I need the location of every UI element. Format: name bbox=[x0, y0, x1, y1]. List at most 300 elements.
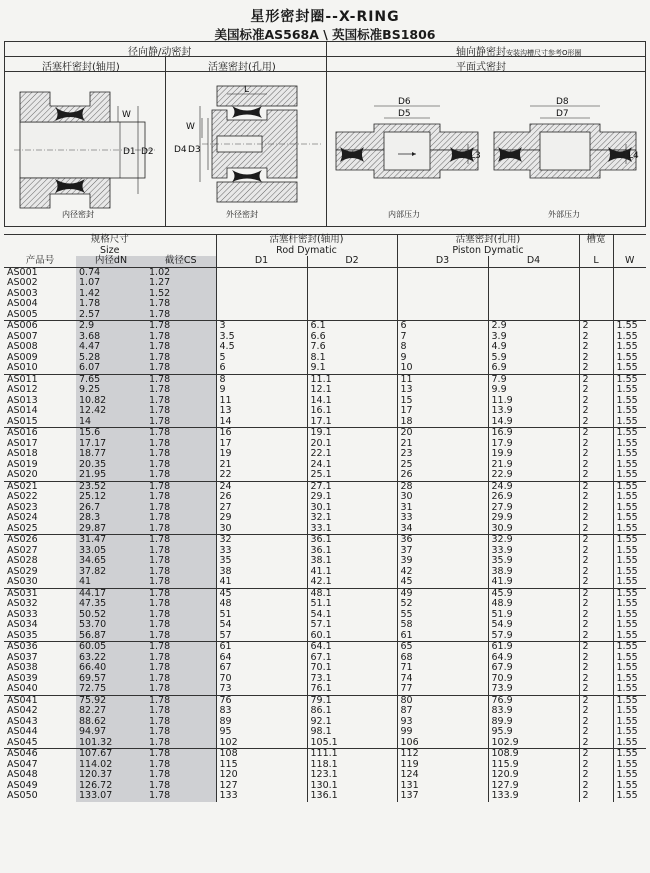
page-title: 星形密封圈--X-RING bbox=[250, 9, 400, 25]
table-row bbox=[4, 299, 646, 310]
cell-d2: 42.1 bbox=[307, 577, 397, 588]
cell-id: 9.25 bbox=[76, 385, 146, 396]
col-header-cs: 截径CS bbox=[146, 256, 216, 267]
cell-code: AS002 bbox=[7, 277, 38, 288]
cell-w: 1.55 bbox=[613, 513, 646, 524]
caption-inner-seal: 内径密封 bbox=[62, 210, 94, 219]
cell-w: 1.55 bbox=[613, 321, 646, 332]
cell-d2: 57.1 bbox=[307, 620, 397, 631]
cell-d3: 77 bbox=[397, 684, 488, 695]
cell-l: 2 bbox=[579, 439, 613, 450]
cell-d2: 54.1 bbox=[307, 610, 397, 621]
cell-d4: 22.9 bbox=[488, 470, 579, 481]
cell-cs: 1.78 bbox=[146, 695, 216, 706]
cell-d1: 38 bbox=[216, 567, 307, 578]
cell-d3 bbox=[397, 289, 488, 300]
cell-id: 107.67 bbox=[76, 749, 146, 760]
cell-id: 33.05 bbox=[76, 546, 146, 557]
cell-d4: 3.9 bbox=[488, 332, 579, 343]
cell-id: 17.17 bbox=[76, 439, 146, 450]
cell-w: 1.55 bbox=[613, 353, 646, 364]
cell-d3: 37 bbox=[397, 546, 488, 557]
dim-d6: D6 bbox=[398, 97, 411, 107]
cell-w: 1.55 bbox=[613, 577, 646, 588]
cell-w: 1.55 bbox=[613, 535, 646, 546]
cell-d4: 16.9 bbox=[488, 428, 579, 439]
cell-d3: 49 bbox=[397, 588, 488, 599]
cell-d1: 70 bbox=[216, 674, 307, 685]
cell-w: 1.55 bbox=[613, 406, 646, 417]
cell-cs: 1.78 bbox=[146, 428, 216, 439]
cell-cs: 1.78 bbox=[146, 620, 216, 631]
cell-code: AS013 bbox=[7, 394, 38, 406]
cell-w: 1.55 bbox=[613, 417, 646, 428]
cell-d1: 29 bbox=[216, 513, 307, 524]
table-row bbox=[4, 289, 646, 300]
cell-l: 2 bbox=[579, 684, 613, 695]
cell-d1: 127 bbox=[216, 781, 307, 792]
face-seal-external-diagram bbox=[490, 92, 640, 202]
dim-d4: D4 bbox=[174, 145, 187, 155]
cell-l: 2 bbox=[579, 588, 613, 599]
frame-line-right bbox=[645, 41, 646, 226]
cell-d2: 70.1 bbox=[307, 663, 397, 674]
cell-w: 1.55 bbox=[613, 449, 646, 460]
table-row bbox=[4, 631, 646, 642]
cell-d3: 8 bbox=[397, 342, 488, 353]
cell-d2: 25.1 bbox=[307, 470, 397, 481]
cell-code: AS012 bbox=[7, 384, 38, 395]
cell-w: 1.55 bbox=[613, 717, 646, 728]
dim-d1: D1 bbox=[123, 147, 136, 157]
cell-l: 2 bbox=[579, 642, 613, 653]
cell-id: 7.65 bbox=[76, 374, 146, 385]
cell-d3: 7 bbox=[397, 332, 488, 343]
cell-id: 31.47 bbox=[76, 535, 146, 546]
cell-code: AS019 bbox=[7, 458, 38, 470]
cell-d2: 38.1 bbox=[307, 556, 397, 567]
cell-d3: 68 bbox=[397, 653, 488, 664]
cell-l: 2 bbox=[579, 332, 613, 343]
cell-id: 2.57 bbox=[76, 310, 146, 321]
cell-d4: 89.9 bbox=[488, 717, 579, 728]
cell-d4 bbox=[488, 267, 579, 278]
cell-code: AS014 bbox=[7, 405, 38, 416]
cell-d1: 22 bbox=[216, 470, 307, 481]
cell-d4: 115.9 bbox=[488, 760, 579, 771]
cell-cs: 1.78 bbox=[146, 791, 216, 802]
table-row bbox=[4, 417, 646, 428]
cell-code: AS044 bbox=[7, 726, 38, 737]
header-groove-cn: 槽宽 bbox=[579, 235, 613, 246]
cell-d4: 32.9 bbox=[488, 535, 579, 546]
cell-code: AS050 bbox=[7, 790, 38, 801]
cell-l: 2 bbox=[579, 577, 613, 588]
cell-d2: 64.1 bbox=[307, 642, 397, 653]
cell-id: 44.17 bbox=[76, 588, 146, 599]
cell-d4: 127.9 bbox=[488, 781, 579, 792]
cell-d2: 41.1 bbox=[307, 567, 397, 578]
cell-code: AS047 bbox=[7, 758, 38, 770]
cell-d2: 30.1 bbox=[307, 503, 397, 514]
cell-d1 bbox=[216, 299, 307, 310]
cell-w: 1.55 bbox=[613, 684, 646, 695]
cell-w: 1.55 bbox=[613, 332, 646, 343]
cell-w: 1.55 bbox=[613, 599, 646, 610]
cell-d2: 86.1 bbox=[307, 706, 397, 717]
cell-d4: 38.9 bbox=[488, 567, 579, 578]
cell-d4: 4.9 bbox=[488, 342, 579, 353]
cell-d3: 6 bbox=[397, 321, 488, 332]
cell-d2: 19.1 bbox=[307, 428, 397, 439]
cell-d4: 45.9 bbox=[488, 588, 579, 599]
cell-l bbox=[579, 310, 613, 321]
cell-w: 1.55 bbox=[613, 567, 646, 578]
cell-cs: 1.78 bbox=[146, 653, 216, 664]
cell-id: 23.52 bbox=[76, 481, 146, 492]
cell-cs: 1.78 bbox=[146, 588, 216, 599]
cell-d3 bbox=[397, 299, 488, 310]
cell-d3: 10 bbox=[397, 363, 488, 374]
cell-l: 2 bbox=[579, 663, 613, 674]
cell-d3: 30 bbox=[397, 492, 488, 503]
piston-seal-diagram bbox=[172, 80, 322, 210]
cell-code: AS001 bbox=[4, 267, 76, 278]
cell-d2 bbox=[307, 310, 397, 321]
cell-code: AS048 bbox=[7, 769, 38, 780]
cell-cs: 1.78 bbox=[146, 396, 216, 407]
cell-id: 72.75 bbox=[76, 684, 146, 695]
cell-id: 12.42 bbox=[76, 406, 146, 417]
cell-w: 1.55 bbox=[613, 363, 646, 374]
cell-d3: 106 bbox=[397, 738, 488, 749]
table-row bbox=[4, 599, 646, 610]
cell-code: AS045 bbox=[7, 736, 38, 748]
cell-w bbox=[613, 310, 646, 321]
table-row bbox=[4, 492, 646, 503]
frame-line-top bbox=[4, 41, 646, 42]
cell-code: AS041 bbox=[4, 695, 76, 706]
frame-line-diagram-bottom bbox=[4, 226, 646, 227]
cell-d2 bbox=[307, 289, 397, 300]
cell-w: 1.55 bbox=[613, 492, 646, 503]
cell-cs: 1.52 bbox=[146, 289, 216, 300]
cell-code: AS046 bbox=[4, 749, 76, 760]
cell-d2: 92.1 bbox=[307, 717, 397, 728]
cell-code: AS024 bbox=[7, 512, 38, 523]
cell-code: AS033 bbox=[7, 608, 38, 620]
cell-id: 21.95 bbox=[76, 470, 146, 481]
cell-d2: 17.1 bbox=[307, 417, 397, 428]
cell-d4: 14.9 bbox=[488, 417, 579, 428]
cell-l: 2 bbox=[579, 620, 613, 631]
table-row bbox=[4, 406, 646, 417]
spec-table bbox=[4, 234, 646, 802]
dim-w-piston: W bbox=[186, 122, 195, 132]
cell-l: 2 bbox=[579, 674, 613, 685]
cell-d2: 7.6 bbox=[307, 342, 397, 353]
cell-w: 1.55 bbox=[613, 674, 646, 685]
cell-cs: 1.78 bbox=[146, 663, 216, 674]
cell-d3: 28 bbox=[397, 481, 488, 492]
cell-code: AS006 bbox=[4, 321, 76, 332]
cell-code: AS005 bbox=[7, 308, 38, 320]
table-row bbox=[4, 449, 646, 460]
cell-d2: 33.1 bbox=[307, 524, 397, 535]
cell-d1: 9 bbox=[216, 385, 307, 396]
cell-w: 1.55 bbox=[613, 749, 646, 760]
dim-w-rod: W bbox=[122, 110, 131, 120]
cell-d2: 98.1 bbox=[307, 727, 397, 738]
cell-id: 2.9 bbox=[76, 321, 146, 332]
cell-d3: 52 bbox=[397, 599, 488, 610]
cell-d4 bbox=[488, 310, 579, 321]
cell-w bbox=[613, 289, 646, 300]
cell-w: 1.55 bbox=[613, 546, 646, 557]
cell-d4: 64.9 bbox=[488, 653, 579, 664]
header-piston-cn: 活塞密封(孔用) bbox=[397, 235, 579, 246]
cell-d1 bbox=[216, 278, 307, 289]
cell-w: 1.55 bbox=[613, 503, 646, 514]
dim-d3: D3 bbox=[188, 145, 201, 155]
cell-code: AS037 bbox=[7, 651, 38, 663]
cell-d4: 30.9 bbox=[488, 524, 579, 535]
cell-d4: 19.9 bbox=[488, 449, 579, 460]
cell-l: 2 bbox=[579, 738, 613, 749]
cell-cs: 1.78 bbox=[146, 310, 216, 321]
cell-l: 2 bbox=[579, 749, 613, 760]
cell-w: 1.55 bbox=[613, 695, 646, 706]
cell-w: 1.55 bbox=[613, 620, 646, 631]
cell-d3: 45 bbox=[397, 577, 488, 588]
cell-d1: 41 bbox=[216, 577, 307, 588]
cell-d4: 95.9 bbox=[488, 727, 579, 738]
cell-id: 6.07 bbox=[76, 363, 146, 374]
cell-id: 88.62 bbox=[76, 717, 146, 728]
cell-code: AS022 bbox=[7, 491, 38, 502]
cell-id: 75.92 bbox=[76, 695, 146, 706]
dim-l4: L4 bbox=[628, 151, 639, 161]
cell-d3: 17 bbox=[397, 406, 488, 417]
table-row bbox=[4, 342, 646, 353]
col-header-id: 内径dN bbox=[76, 256, 146, 267]
cell-d2: 6.6 bbox=[307, 332, 397, 343]
cell-id: 94.97 bbox=[76, 727, 146, 738]
cell-l: 2 bbox=[579, 610, 613, 621]
cell-d1: 4.5 bbox=[216, 342, 307, 353]
cell-cs: 1.78 bbox=[146, 738, 216, 749]
cell-d1 bbox=[216, 310, 307, 321]
cell-l: 2 bbox=[579, 556, 613, 567]
rod-seal-label: 活塞杆密封(轴用) bbox=[42, 62, 120, 73]
cell-d1: 35 bbox=[216, 556, 307, 567]
caption-internal-pressure: 内部压力 bbox=[388, 210, 420, 219]
cell-code: AS008 bbox=[7, 341, 38, 352]
col-header-l: L bbox=[579, 256, 613, 267]
cell-d4: 108.9 bbox=[488, 749, 579, 760]
cell-cs: 1.78 bbox=[146, 449, 216, 460]
cell-l bbox=[579, 267, 613, 278]
cell-cs: 1.78 bbox=[146, 385, 216, 396]
cell-d1: 11 bbox=[216, 396, 307, 407]
cell-d1: 8 bbox=[216, 374, 307, 385]
cell-w bbox=[613, 267, 646, 278]
col-header-code: 产品号 bbox=[4, 256, 76, 267]
cell-code: AS017 bbox=[7, 437, 38, 449]
caption-external-pressure: 外部压力 bbox=[548, 210, 580, 219]
cell-d1: 67 bbox=[216, 663, 307, 674]
cell-w: 1.55 bbox=[613, 663, 646, 674]
cell-w: 1.55 bbox=[613, 481, 646, 492]
cell-d3: 20 bbox=[397, 428, 488, 439]
cell-l: 2 bbox=[579, 321, 613, 332]
rod-seal-diagram bbox=[10, 80, 160, 210]
cell-d4: 13.9 bbox=[488, 406, 579, 417]
cell-d2: 14.1 bbox=[307, 396, 397, 407]
face-seal-internal-diagram bbox=[332, 92, 482, 202]
cell-d4: 5.9 bbox=[488, 353, 579, 364]
cell-w: 1.55 bbox=[613, 727, 646, 738]
cell-id: 69.57 bbox=[76, 674, 146, 685]
cell-id: 101.32 bbox=[76, 738, 146, 749]
cell-l: 2 bbox=[579, 385, 613, 396]
cell-d2 bbox=[307, 299, 397, 310]
cell-cs: 1.78 bbox=[146, 524, 216, 535]
cell-code: AS036 bbox=[4, 642, 76, 653]
cell-l: 2 bbox=[579, 470, 613, 481]
cell-d3: 93 bbox=[397, 717, 488, 728]
cell-id: 41 bbox=[76, 577, 146, 588]
cell-d4: 61.9 bbox=[488, 642, 579, 653]
cell-d1: 108 bbox=[216, 749, 307, 760]
table-row bbox=[4, 321, 646, 332]
cell-code: AS031 bbox=[4, 588, 76, 599]
table-row bbox=[4, 791, 646, 802]
table-row bbox=[4, 363, 646, 374]
cell-code: AS035 bbox=[7, 629, 38, 641]
cell-id: 82.27 bbox=[76, 706, 146, 717]
col-header-d2: D2 bbox=[307, 256, 397, 267]
cell-l: 2 bbox=[579, 513, 613, 524]
cell-d3: 21 bbox=[397, 439, 488, 450]
cell-l: 2 bbox=[579, 481, 613, 492]
cell-d2: 29.1 bbox=[307, 492, 397, 503]
cell-d3: 31 bbox=[397, 503, 488, 514]
cell-cs: 1.78 bbox=[146, 717, 216, 728]
cell-d2: 20.1 bbox=[307, 439, 397, 450]
spec-table-body bbox=[4, 267, 646, 802]
cell-d2: 32.1 bbox=[307, 513, 397, 524]
col-header-d3: D3 bbox=[397, 256, 488, 267]
cell-code: AS025 bbox=[7, 522, 38, 534]
cell-d1: 57 bbox=[216, 631, 307, 642]
cell-cs: 1.78 bbox=[146, 577, 216, 588]
cell-l: 2 bbox=[579, 760, 613, 771]
cell-d2: 60.1 bbox=[307, 631, 397, 642]
cell-l: 2 bbox=[579, 374, 613, 385]
cell-d4: 24.9 bbox=[488, 481, 579, 492]
cell-cs: 1.78 bbox=[146, 417, 216, 428]
cell-d2: 136.1 bbox=[307, 791, 397, 802]
cell-d2: 130.1 bbox=[307, 781, 397, 792]
cell-d1: 21 bbox=[216, 460, 307, 471]
cell-d1: 54 bbox=[216, 620, 307, 631]
cell-id: 5.28 bbox=[76, 353, 146, 364]
cell-l: 2 bbox=[579, 363, 613, 374]
cell-id: 1.78 bbox=[76, 299, 146, 310]
cell-d4: 7.9 bbox=[488, 374, 579, 385]
cell-id: 66.40 bbox=[76, 663, 146, 674]
cell-code: AS032 bbox=[7, 598, 38, 609]
cell-d3: 119 bbox=[397, 760, 488, 771]
cell-d3: 9 bbox=[397, 353, 488, 364]
cell-d1: 32 bbox=[216, 535, 307, 546]
cell-d3: 71 bbox=[397, 663, 488, 674]
cell-d1: 73 bbox=[216, 684, 307, 695]
cell-code: AS029 bbox=[7, 565, 38, 577]
cell-d3: 34 bbox=[397, 524, 488, 535]
cell-cs: 1.78 bbox=[146, 439, 216, 450]
cell-w: 1.55 bbox=[613, 396, 646, 407]
cell-cs: 1.78 bbox=[146, 727, 216, 738]
cell-code: AS011 bbox=[4, 374, 76, 385]
cell-code: AS043 bbox=[7, 715, 38, 727]
cell-d4: 83.9 bbox=[488, 706, 579, 717]
cell-id: 25.12 bbox=[76, 492, 146, 503]
cell-id: 47.35 bbox=[76, 599, 146, 610]
cell-code: AS049 bbox=[7, 779, 38, 791]
page-subtitle: 美国标准AS568A \ 英国标准BS1806 bbox=[214, 27, 436, 42]
cell-d1: 27 bbox=[216, 503, 307, 514]
cell-d1: 33 bbox=[216, 546, 307, 557]
cell-code: AS040 bbox=[7, 683, 38, 694]
cell-d3: 39 bbox=[397, 556, 488, 567]
cell-d1: 51 bbox=[216, 610, 307, 621]
cell-d1 bbox=[216, 267, 307, 278]
cell-d4: 41.9 bbox=[488, 577, 579, 588]
cell-id: 29.87 bbox=[76, 524, 146, 535]
cell-d1: 45 bbox=[216, 588, 307, 599]
cell-l: 2 bbox=[579, 791, 613, 802]
cell-d2: 36.1 bbox=[307, 535, 397, 546]
cell-l: 2 bbox=[579, 524, 613, 535]
cell-w: 1.55 bbox=[613, 631, 646, 642]
face-seal-label: 平面式密封 bbox=[456, 62, 506, 73]
cell-d2: 6.1 bbox=[307, 321, 397, 332]
cell-cs: 1.78 bbox=[146, 749, 216, 760]
cell-cs: 1.78 bbox=[146, 299, 216, 310]
cell-d4: 6.9 bbox=[488, 363, 579, 374]
cell-d3: 33 bbox=[397, 513, 488, 524]
cell-cs: 1.78 bbox=[146, 631, 216, 642]
cell-d1: 120 bbox=[216, 770, 307, 781]
cell-d4: 76.9 bbox=[488, 695, 579, 706]
cell-l: 2 bbox=[579, 599, 613, 610]
cell-d3: 112 bbox=[397, 749, 488, 760]
cell-d3: 15 bbox=[397, 396, 488, 407]
cell-d1: 64 bbox=[216, 653, 307, 664]
cell-d4: 26.9 bbox=[488, 492, 579, 503]
cell-code: AS010 bbox=[7, 362, 38, 373]
cell-w: 1.55 bbox=[613, 781, 646, 792]
cell-d4: 9.9 bbox=[488, 385, 579, 396]
cell-d3: 23 bbox=[397, 449, 488, 460]
cell-code: AS007 bbox=[7, 330, 38, 342]
cell-id: 37.82 bbox=[76, 567, 146, 578]
cell-w: 1.55 bbox=[613, 428, 646, 439]
cell-w: 1.55 bbox=[613, 738, 646, 749]
cell-l: 2 bbox=[579, 492, 613, 503]
